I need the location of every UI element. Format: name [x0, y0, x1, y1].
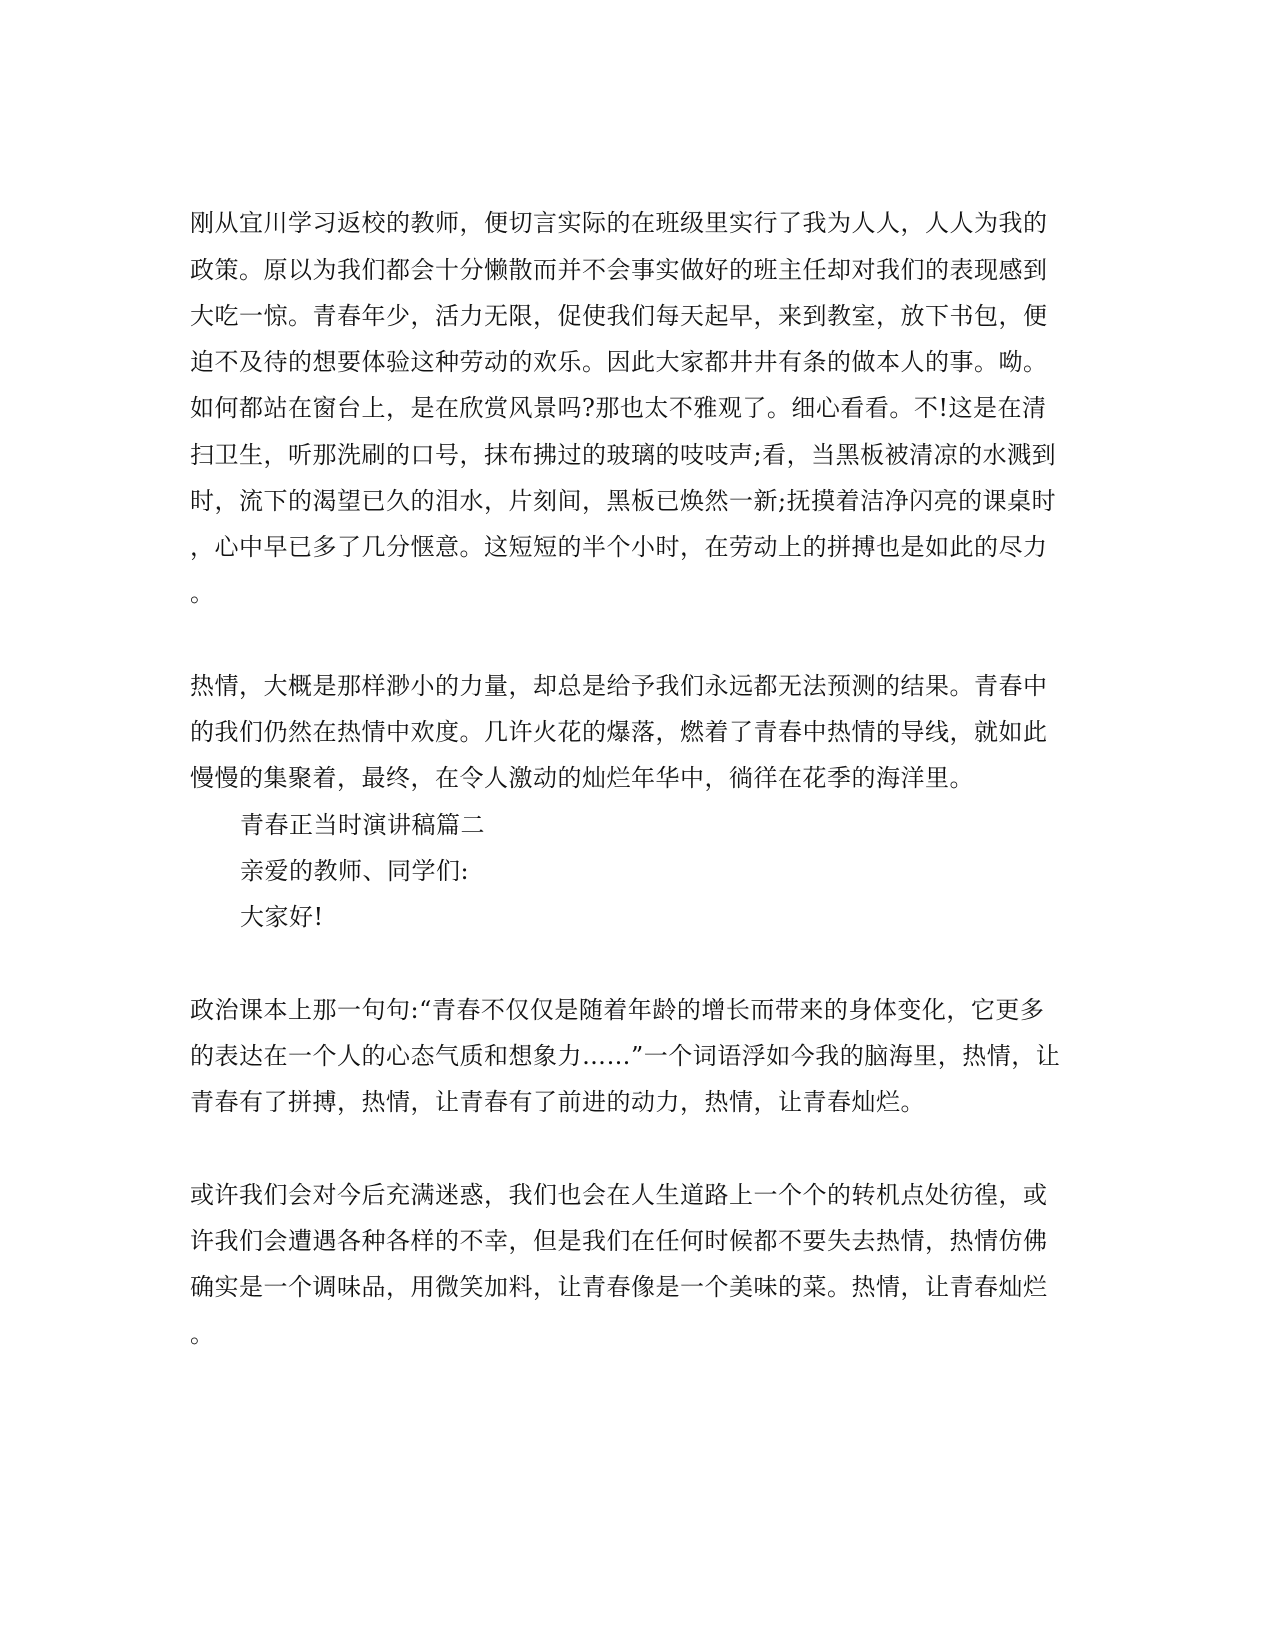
salutation: 亲爱的教师、同学们: [240, 857, 470, 885]
paragraph-2-line: 的我们仍然在热情中欢度。几许火花的爆落，燃着了青春中热情的导线，就如此 [190, 718, 1048, 746]
paragraph-1-line: 大吃一惊。青春年少，活力无限，促使我们每天起早，来到教室，放下书包，便 [190, 302, 1048, 330]
paragraph-1-line: 。 [190, 579, 215, 607]
paragraph-1-line: 政策。原以为我们都会十分懒散而并不会事实做好的班主任却对我们的表现感到 [190, 256, 1048, 284]
paragraph-4-line: 。 [190, 1320, 215, 1348]
paragraph-3-line: 政治课本上那一句句:“青春不仅仅是随着年龄的增长而带来的身体变化，它更多 [190, 996, 1045, 1024]
paragraph-3-line: 青春有了拼搏，热情，让青春有了前进的动力，热情，让青春灿烂。 [190, 1088, 925, 1116]
section-title: 青春正当时演讲稿篇二 [240, 811, 485, 839]
greeting: 大家好! [240, 903, 324, 931]
paragraph-2-line: 热情，大概是那样渺小的力量，却总是给予我们永远都无法预测的结果。青春中 [190, 672, 1048, 700]
paragraph-3-line: 的表达在一个人的心态气质和想象力……”一个词语浮如今我的脑海里，热情，让 [190, 1042, 1061, 1070]
paragraph-1-line: 时，流下的渴望已久的泪水，片刻间，黑板已焕然一新;抚摸着洁净闪亮的课桌时 [190, 487, 1057, 515]
paragraph-4-line: 许我们会遭遇各种各样的不幸，但是我们在任何时候都不要失去热情，热情仿佛 [190, 1227, 1048, 1255]
paragraph-4-line: 或许我们会对今后充满迷惑，我们也会在人生道路上一个个的转机点处彷徨，或 [190, 1181, 1048, 1209]
paragraph-1-line: 如何都站在窗台上，是在欣赏风景吗?那也太不雅观了。细心看看。不!这是在清 [190, 394, 1047, 422]
paragraph-1-line: 迫不及待的想要体验这种劳动的欢乐。因此大家都井井有条的做本人的事。呦。 [190, 348, 1048, 376]
paragraph-2-line: 慢慢的集聚着，最终，在令人激动的灿烂年华中，徜徉在花季的海洋里。 [190, 764, 974, 792]
paragraph-1-line: 刚从宜川学习返校的教师，便切言实际的在班级里实行了我为人人，人人为我的 [190, 209, 1048, 237]
paragraph-1-line: 扫卫生，听那洗刷的口号，抹布拂过的玻璃的吱吱声;看，当黑板被清凉的水溅到 [190, 441, 1057, 469]
paragraph-4-line: 确实是一个调味品，用微笑加料，让青春像是一个美味的菜。热情，让青春灿烂 [190, 1273, 1048, 1301]
paragraph-1-line: ，心中早已多了几分惬意。这短短的半个小时，在劳动上的拼搏也是如此的尽力 [190, 533, 1048, 561]
